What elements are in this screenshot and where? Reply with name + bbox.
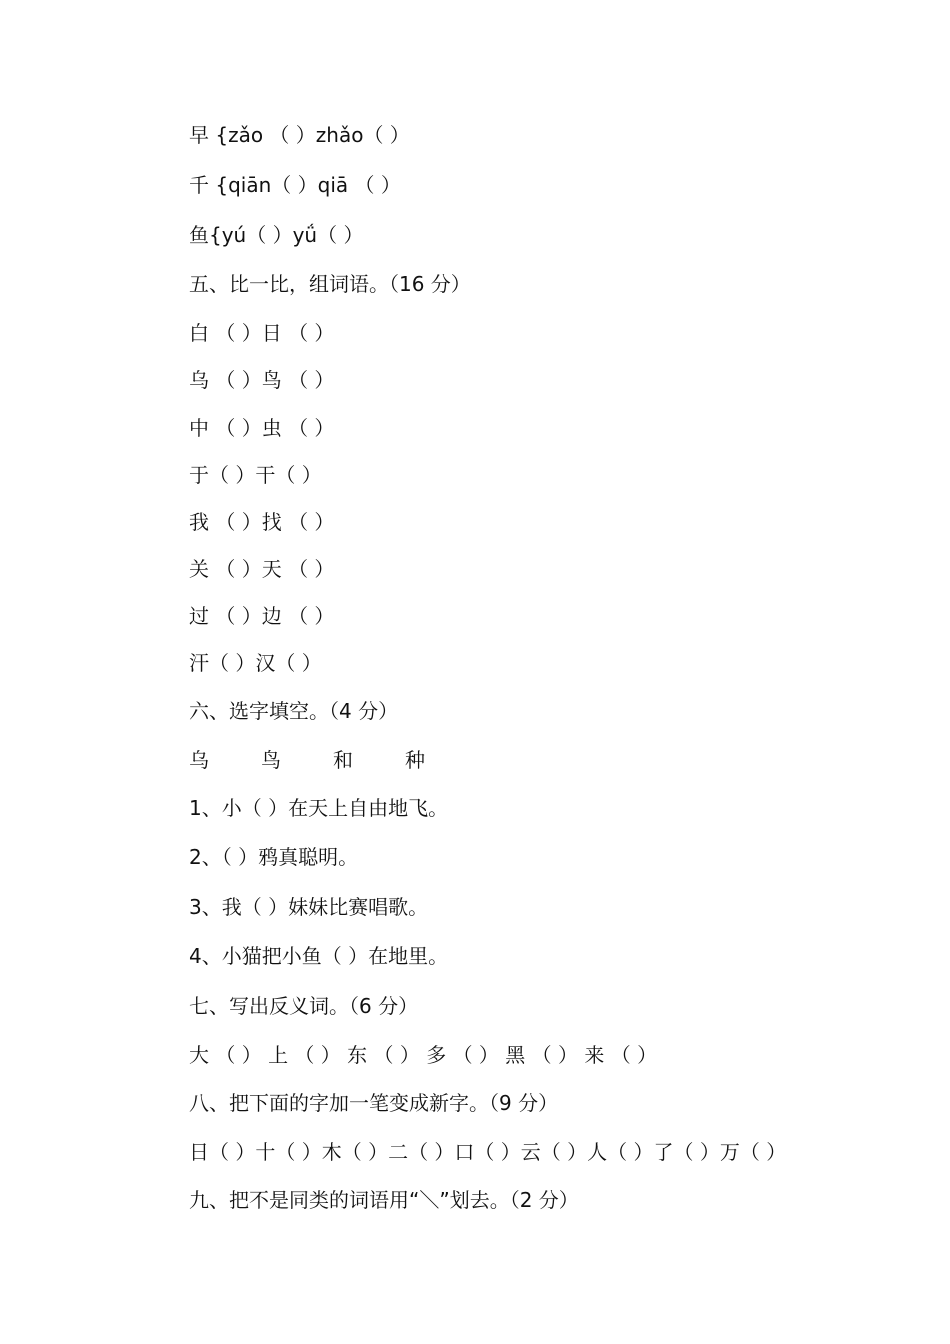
- compare-row-6: 关 （ ）天 （ ）: [189, 557, 335, 581]
- fill-sentence-1: 1、小（ ）在天上自由地飞。: [189, 796, 449, 820]
- section-8-heading: 八、把下面的字加一笔变成新字。（9 分）: [189, 1091, 559, 1115]
- compare-row-8: 汗（ ）汉（ ）: [189, 651, 322, 675]
- compare-row-7: 过 （ ）边 （ ）: [189, 604, 335, 628]
- section-9-heading: 九、把不是同类的词语用“＼”划去。（2 分）: [189, 1188, 579, 1212]
- choice-word: 种: [405, 748, 425, 772]
- choice-words: [189, 746, 477, 774]
- section-6-heading: 六、选字填空。（4 分）: [189, 699, 399, 723]
- pinyin-line-zao: 早 {zǎo （ ）zhǎo（ ）: [189, 123, 410, 147]
- pinyin-line-yu: 鱼{yú（ ）yǘ（ ）: [189, 223, 364, 247]
- compare-row-1: 白 （ ）日 （ ）: [189, 321, 335, 345]
- choice-word: 和: [333, 748, 353, 772]
- choice-word: 乌: [189, 748, 209, 772]
- compare-row-2: 乌 （ ）鸟 （ ）: [189, 368, 335, 392]
- compare-row-5: 我 （ ）找 （ ）: [189, 510, 335, 534]
- compare-row-4: 于（ ）干（ ）: [189, 463, 322, 487]
- antonym-row: 大 （ ） 上 （ ） 东 （ ） 多 （ ） 黑 （ ） 来 （ ）: [189, 1043, 658, 1067]
- fill-sentence-4: 4、小猫把小鱼（ ）在地里。: [189, 944, 449, 968]
- choice-word: 鸟: [261, 748, 281, 772]
- compare-row-3: 中 （ ）虫 （ ）: [189, 416, 335, 440]
- add-stroke-row: 日（ ）十（ ）木（ ）二（ ）口（ ）云（ ）人（ ）了（ ）万（ ）: [189, 1140, 787, 1164]
- section-5-heading: 五、比一比，组词语。（16 分）: [189, 272, 471, 296]
- fill-sentence-3: 3、我（ ）妹妹比赛唱歌。: [189, 895, 429, 919]
- pinyin-line-qian: 千 {qiān（ ）qiā （ ）: [189, 173, 401, 197]
- section-7-heading: 七、写出反义词。（6 分）: [189, 994, 419, 1018]
- fill-sentence-2: 2、（ ）鸦真聪明。: [189, 845, 359, 869]
